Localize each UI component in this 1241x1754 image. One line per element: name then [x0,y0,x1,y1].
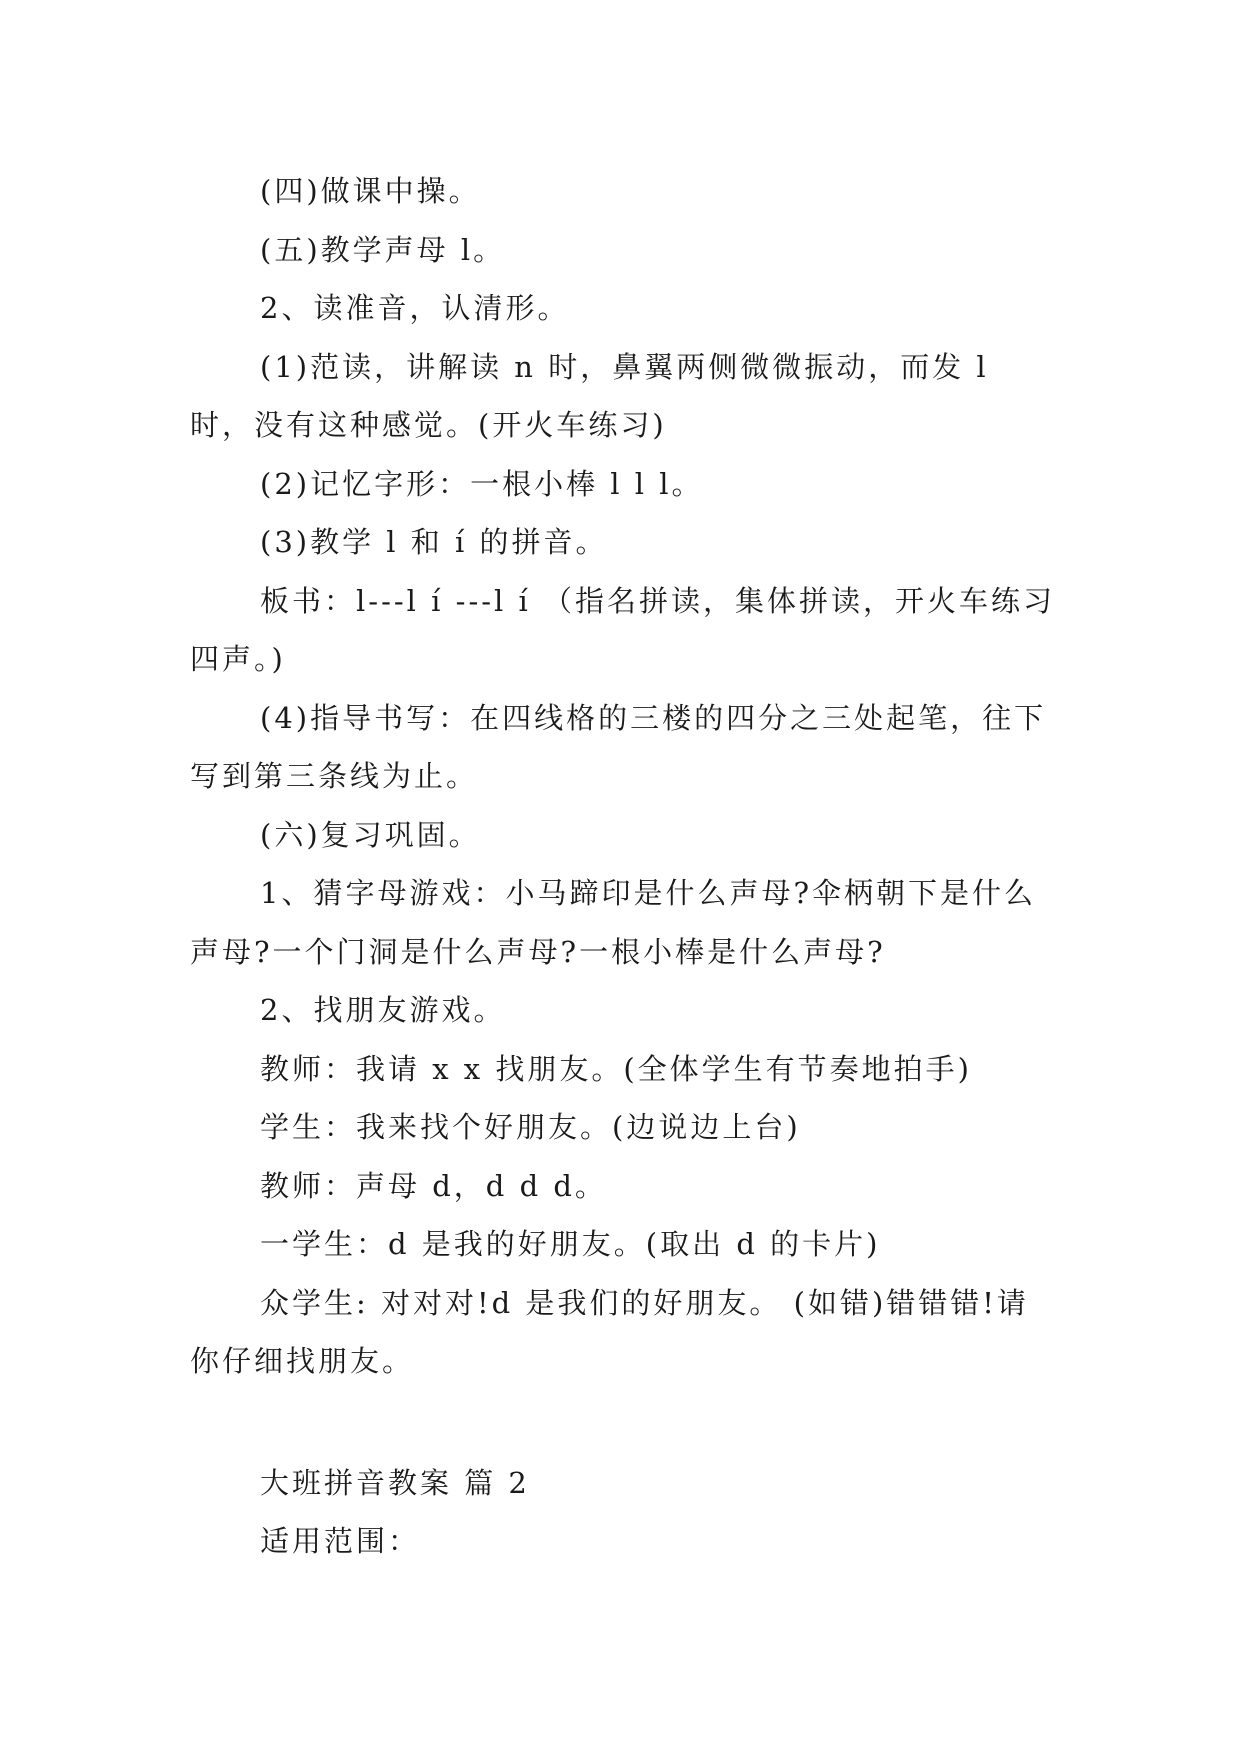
paragraph: (4)指导书写：在四线格的三楼的四分之三处起笔，往下写到第三条线为止。 [190,700,1047,793]
paragraph: (六)复习巩固。 [260,817,481,852]
paragraph: 学生：我来找个好朋友。(边说边上台) [260,1110,801,1144]
paragraph: (四)做课中操。 [260,174,481,208]
paragraph: 众学生: 对对对!d 是我们的好朋友。 (如错)错错错!请你仔细找朋友。 [190,1285,1029,1378]
section-spacer [190,1391,1060,1454]
document-body [190,162,1060,1571]
paragraph: 一学生：d 是我的好朋友。(取出 d 的卡片) [260,1227,881,1261]
paragraph: 板书：l---l í ---l í （指名拼读，集体拼读，开火车练习四声。) [190,583,1056,676]
section-subtitle: 适用范围： [260,1524,421,1558]
section-title: 大班拼音教案 篇 2 [260,1465,530,1500]
paragraph: (1)范读，讲解读 n 时，鼻翼两侧微微振动，而发 l 时，没有这种感觉。(开火车练习) [190,349,989,442]
paragraph: (3)教学 l 和 í 的拼音。 [260,525,608,559]
paragraph: (2)记忆字形：一根小棒 l l l。 [260,466,704,501]
paragraph: 2、找朋友游戏。 [260,993,506,1027]
paragraph: (五)教学声母 l。 [260,232,506,267]
paragraph: 教师：声母 d，d d d。 [260,1168,607,1203]
paragraph: 2、读准音，认清形。 [260,291,570,325]
paragraph: 教师：我请 x x 找朋友。(全体学生有节奏地拍手) [260,1051,972,1086]
paragraph: 1、猜字母游戏：小马蹄印是什么声母?伞柄朝下是什么声母?一个门洞是什么声母?一根小棒是什么声母? [190,876,1036,969]
